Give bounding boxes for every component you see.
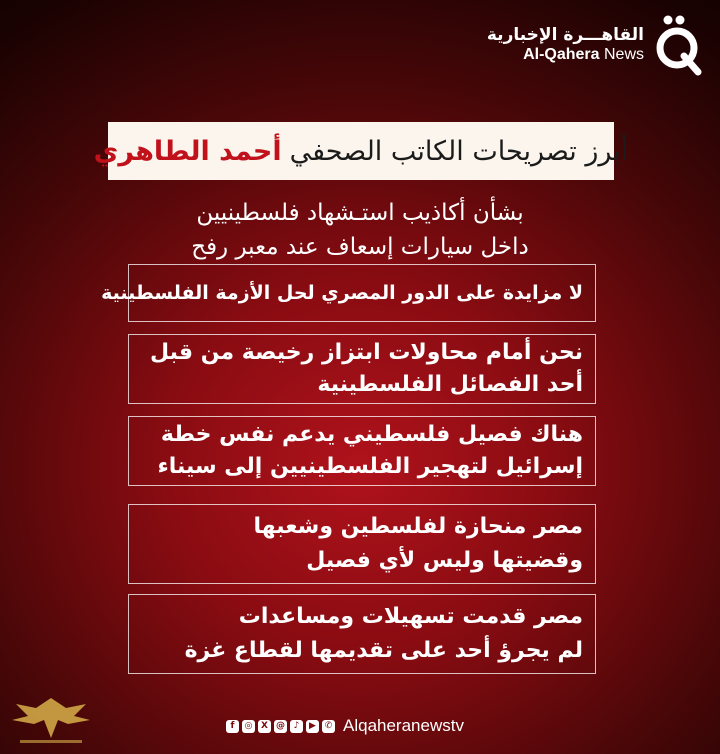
statement-box-3: [128, 416, 596, 486]
tiktok-icon[interactable]: ♪: [290, 720, 303, 733]
instagram-icon[interactable]: ◎: [242, 720, 255, 733]
brand-name-arabic: القاهـــرة الإخبارية: [486, 25, 644, 46]
headline-prefix: أبرز تصريحات الكاتب الصحفي: [289, 135, 629, 167]
statement-text: مصر قدمت تسهيلات ومساعدات: [238, 604, 583, 629]
statement-box-5: [128, 594, 596, 674]
statement-box-1: [101, 264, 596, 322]
statement-text: لم يجرؤ أحد على تقديمها لقطاع غزة: [184, 638, 583, 663]
subtitle: [100, 196, 620, 264]
statement-text: لا مزايدة على الدور المصري لحل الأزمة الفلسطينية: [101, 282, 583, 304]
brand-name-english: [487, 46, 644, 64]
subtitle-line-1: بشأن أكاذيب استـشهاد فلسطينيين: [196, 200, 524, 226]
footer-social: [226, 716, 464, 736]
statement-text: مصر منحازة لفلسطين وشعبها: [253, 514, 583, 539]
brand-header: [487, 14, 702, 76]
brand-text: [487, 26, 644, 64]
eagle-watermark-icon: [6, 690, 96, 750]
x-icon[interactable]: X: [258, 720, 271, 733]
statement-text: إسرائيل لتهجير الفلسطينيين إلى سيناء: [157, 454, 583, 479]
social-icons: [226, 720, 335, 733]
statement-text: هناك فصيل فلسطيني يدعم نفس خطة: [160, 422, 583, 447]
facebook-icon[interactable]: f: [226, 720, 239, 733]
threads-icon[interactable]: @: [276, 721, 285, 731]
subtitle-line-2: داخل سيارات إسعاف عند معبر رفح: [191, 234, 529, 260]
statement-box-2: [128, 334, 596, 404]
statement-box-4: [128, 504, 596, 584]
qaf-logo-icon: [654, 14, 702, 76]
statement-text: أحد الفصائل الفلسطينية: [317, 372, 583, 397]
whatsapp-icon[interactable]: ✆: [322, 720, 335, 733]
youtube-icon[interactable]: ▶: [306, 720, 319, 733]
headline-name: أحمد الطاهري: [93, 135, 282, 167]
statement-text: نحن أمام محاولات ابتزاز رخيصة من قبل: [150, 340, 583, 365]
brand-name-english-bold: Al-Qahera: [523, 45, 600, 63]
social-handle[interactable]: Alqaheranewstv: [343, 716, 464, 735]
statement-text: وقضيتها وليس لأي فصيل: [306, 548, 583, 573]
brand-name-english-rest: News: [603, 45, 644, 63]
headline-box: [93, 122, 629, 180]
